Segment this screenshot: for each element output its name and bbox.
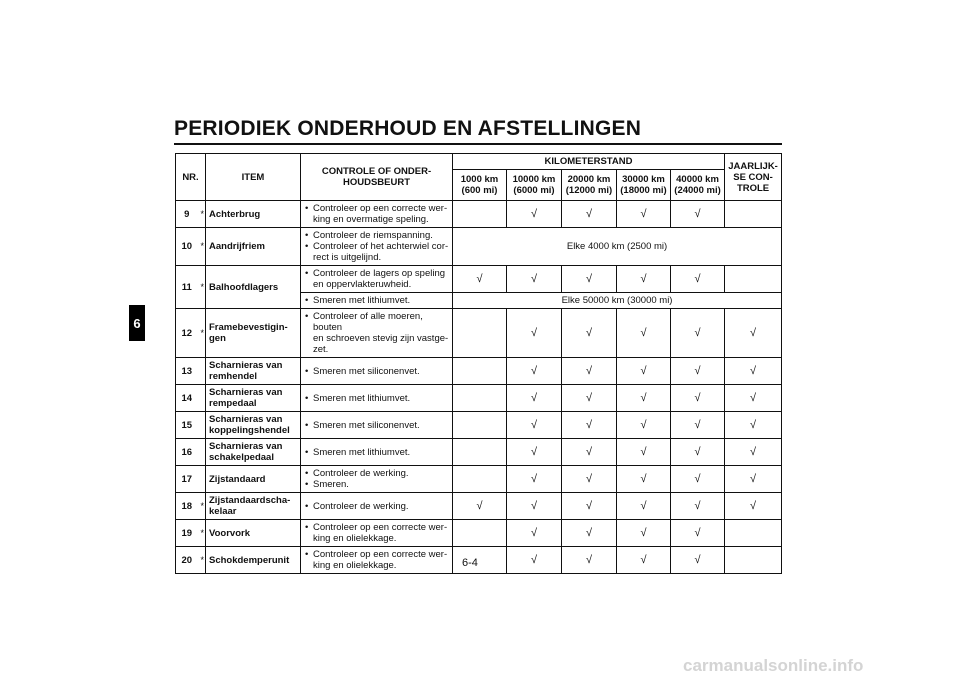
control-item: • Smeren. xyxy=(313,479,449,490)
check-mark: √ xyxy=(507,201,562,228)
control-item: • Controleer op een correcte wer- king en overmatige speling. xyxy=(313,203,449,225)
check-mark: √ xyxy=(617,439,671,466)
control-cell xyxy=(301,266,453,293)
check-mark: √ xyxy=(562,520,617,547)
header-interval: 30000 km (18000 mi) xyxy=(617,170,671,201)
emission-mark: * xyxy=(198,493,206,520)
empty-cell xyxy=(453,358,507,385)
table-row xyxy=(176,385,782,412)
check-mark: √ xyxy=(725,493,782,520)
row-number: 11 xyxy=(176,266,198,309)
check-mark: √ xyxy=(671,385,725,412)
empty-cell xyxy=(453,385,507,412)
row-number: 14 xyxy=(176,385,198,412)
row-number: 16 xyxy=(176,439,198,466)
control-cell xyxy=(301,520,453,547)
check-mark: √ xyxy=(671,493,725,520)
item-name: Scharnieras van koppelingshendel xyxy=(206,412,301,439)
header-interval: 20000 km (12000 mi) xyxy=(562,170,617,201)
control-cell xyxy=(301,439,453,466)
control-cell xyxy=(301,547,453,574)
empty-cell xyxy=(453,309,507,358)
control-item: • Controleer de riemspanning. xyxy=(313,230,449,241)
empty-cell xyxy=(453,439,507,466)
control-cell xyxy=(301,493,453,520)
control-cell xyxy=(301,412,453,439)
check-mark: √ xyxy=(562,358,617,385)
control-list xyxy=(304,549,449,571)
check-mark: √ xyxy=(562,266,617,293)
emission-mark xyxy=(198,439,206,466)
control-cell xyxy=(301,201,453,228)
check-mark: √ xyxy=(562,412,617,439)
control-cell xyxy=(301,385,453,412)
table-row xyxy=(176,520,782,547)
check-mark: √ xyxy=(617,547,671,574)
check-mark: √ xyxy=(507,266,562,293)
row-number: 18 xyxy=(176,493,198,520)
check-mark: √ xyxy=(562,385,617,412)
maintenance-table xyxy=(175,153,782,574)
table-row xyxy=(176,266,782,293)
check-mark: √ xyxy=(671,201,725,228)
emission-mark: * xyxy=(198,201,206,228)
empty-cell xyxy=(453,466,507,493)
header-control: CONTROLE OF ONDER- HOUDSBEURT xyxy=(301,154,453,201)
control-item: • Controleer de werking. xyxy=(313,501,449,512)
item-name: Scharnieras van remhendel xyxy=(206,358,301,385)
control-item: • Smeren met lithiumvet. xyxy=(313,447,449,458)
check-mark: √ xyxy=(507,412,562,439)
emission-mark: * xyxy=(198,547,206,574)
table-row xyxy=(176,228,782,266)
header-interval: 40000 km (24000 mi) xyxy=(671,170,725,201)
control-item: • Controleer de lagers op speling en oppervlakteruwheid. xyxy=(313,268,449,290)
emission-mark xyxy=(198,466,206,493)
empty-cell xyxy=(725,547,782,574)
check-mark: √ xyxy=(671,466,725,493)
check-mark: √ xyxy=(507,520,562,547)
control-cell xyxy=(301,358,453,385)
check-mark: √ xyxy=(617,412,671,439)
emission-mark: * xyxy=(198,309,206,358)
check-mark: √ xyxy=(507,385,562,412)
empty-cell xyxy=(725,520,782,547)
control-cell xyxy=(301,309,453,358)
emission-mark: * xyxy=(198,228,206,266)
emission-mark: * xyxy=(198,266,206,309)
emission-mark xyxy=(198,412,206,439)
emission-mark: * xyxy=(198,520,206,547)
control-list xyxy=(304,393,449,404)
control-item: • Controleer of alle moeren, bouten en schroeven stevig zijn vastge- zet. xyxy=(313,311,449,355)
check-mark: √ xyxy=(507,547,562,574)
item-name: Voorvork xyxy=(206,520,301,547)
check-mark: √ xyxy=(562,201,617,228)
check-mark: √ xyxy=(562,493,617,520)
control-list xyxy=(304,366,449,377)
item-name: Scharnieras van rempedaal xyxy=(206,385,301,412)
control-list xyxy=(304,268,449,290)
check-mark: √ xyxy=(617,266,671,293)
empty-cell xyxy=(453,520,507,547)
control-item: • Controleer of het achterwiel cor- rect is uitgelijnd. xyxy=(313,241,449,263)
control-item: • Controleer de werking. xyxy=(313,468,449,479)
control-list xyxy=(304,447,449,458)
row-number: 13 xyxy=(176,358,198,385)
empty-cell xyxy=(453,201,507,228)
check-mark: √ xyxy=(617,466,671,493)
chapter-tab: 6 xyxy=(129,305,145,341)
interval-note: Elke 50000 km (30000 mi) xyxy=(453,293,782,309)
check-mark: √ xyxy=(562,466,617,493)
control-list xyxy=(304,295,449,306)
control-list xyxy=(304,203,449,225)
check-mark: √ xyxy=(507,466,562,493)
check-mark: √ xyxy=(617,358,671,385)
control-list xyxy=(304,420,449,431)
check-mark: √ xyxy=(671,309,725,358)
control-list xyxy=(304,468,449,490)
empty-cell xyxy=(725,201,782,228)
title-underline xyxy=(174,143,782,145)
header-annual-check: JAARLIJK- SE CON- TROLE xyxy=(725,154,782,201)
control-list xyxy=(304,311,449,355)
header-item: ITEM xyxy=(206,154,301,201)
item-name: Balhoofdlagers xyxy=(206,266,301,309)
watermark: carmanualsonline.info xyxy=(683,656,864,675)
item-name: Scharnieras van schakelpedaal xyxy=(206,439,301,466)
control-item: • Smeren met lithiumvet. xyxy=(313,393,449,404)
table-row xyxy=(176,439,782,466)
row-number: 12 xyxy=(176,309,198,358)
check-mark: √ xyxy=(671,266,725,293)
empty-cell xyxy=(725,266,782,293)
page-number: 6-4 xyxy=(462,557,478,569)
table-row xyxy=(176,493,782,520)
header-nr: NR. xyxy=(176,154,206,201)
check-mark: √ xyxy=(617,493,671,520)
item-name: Achterbrug xyxy=(206,201,301,228)
control-cell xyxy=(301,293,453,309)
check-mark: √ xyxy=(725,466,782,493)
check-mark: √ xyxy=(617,385,671,412)
check-mark: √ xyxy=(562,309,617,358)
check-mark: √ xyxy=(507,358,562,385)
table-row xyxy=(176,547,782,574)
control-cell xyxy=(301,228,453,266)
header-interval: 1000 km (600 mi) xyxy=(453,170,507,201)
row-number: 17 xyxy=(176,466,198,493)
check-mark: √ xyxy=(725,439,782,466)
item-name: Zijstandaardscha- kelaar xyxy=(206,493,301,520)
item-name: Schokdemperunit xyxy=(206,547,301,574)
control-list xyxy=(304,230,449,263)
interval-note: Elke 4000 km (2500 mi) xyxy=(453,228,782,266)
header-kilometerstand: KILOMETERSTAND xyxy=(453,154,725,170)
check-mark: √ xyxy=(617,201,671,228)
check-mark: √ xyxy=(453,266,507,293)
control-item: • Smeren met siliconenvet. xyxy=(313,420,449,431)
control-item: • Controleer op een correcte wer- king en olielekkage. xyxy=(313,522,449,544)
check-mark: √ xyxy=(617,520,671,547)
header-interval: 10000 km (6000 mi) xyxy=(507,170,562,201)
control-list xyxy=(304,501,449,512)
check-mark: √ xyxy=(562,547,617,574)
table-row xyxy=(176,412,782,439)
row-number: 20 xyxy=(176,547,198,574)
check-mark: √ xyxy=(671,520,725,547)
table-row xyxy=(176,358,782,385)
table-row xyxy=(176,201,782,228)
check-mark: √ xyxy=(507,493,562,520)
control-list xyxy=(304,522,449,544)
check-mark: √ xyxy=(671,412,725,439)
check-mark: √ xyxy=(507,439,562,466)
control-item: • Smeren met lithiumvet. xyxy=(313,295,449,306)
row-number: 10 xyxy=(176,228,198,266)
check-mark: √ xyxy=(671,547,725,574)
row-number: 19 xyxy=(176,520,198,547)
check-mark: √ xyxy=(453,493,507,520)
check-mark: √ xyxy=(562,439,617,466)
check-mark: √ xyxy=(725,358,782,385)
empty-cell xyxy=(453,412,507,439)
table-row xyxy=(176,309,782,358)
check-mark: √ xyxy=(671,358,725,385)
empty-cell xyxy=(453,547,507,574)
emission-mark xyxy=(198,385,206,412)
control-item: • Controleer op een correcte wer- king en olielekkage. xyxy=(313,549,449,571)
check-mark: √ xyxy=(725,309,782,358)
row-number: 9 xyxy=(176,201,198,228)
check-mark: √ xyxy=(671,439,725,466)
emission-mark xyxy=(198,358,206,385)
check-mark: √ xyxy=(725,385,782,412)
check-mark: √ xyxy=(725,412,782,439)
table-row xyxy=(176,466,782,493)
check-mark: √ xyxy=(507,309,562,358)
item-name: Framebevestigin- gen xyxy=(206,309,301,358)
control-cell xyxy=(301,466,453,493)
row-number: 15 xyxy=(176,412,198,439)
page-title: PERIODIEK ONDERHOUD EN AFSTELLINGEN xyxy=(174,117,642,140)
control-item: • Smeren met siliconenvet. xyxy=(313,366,449,377)
check-mark: √ xyxy=(617,309,671,358)
item-name: Zijstandaard xyxy=(206,466,301,493)
item-name: Aandrijfriem xyxy=(206,228,301,266)
